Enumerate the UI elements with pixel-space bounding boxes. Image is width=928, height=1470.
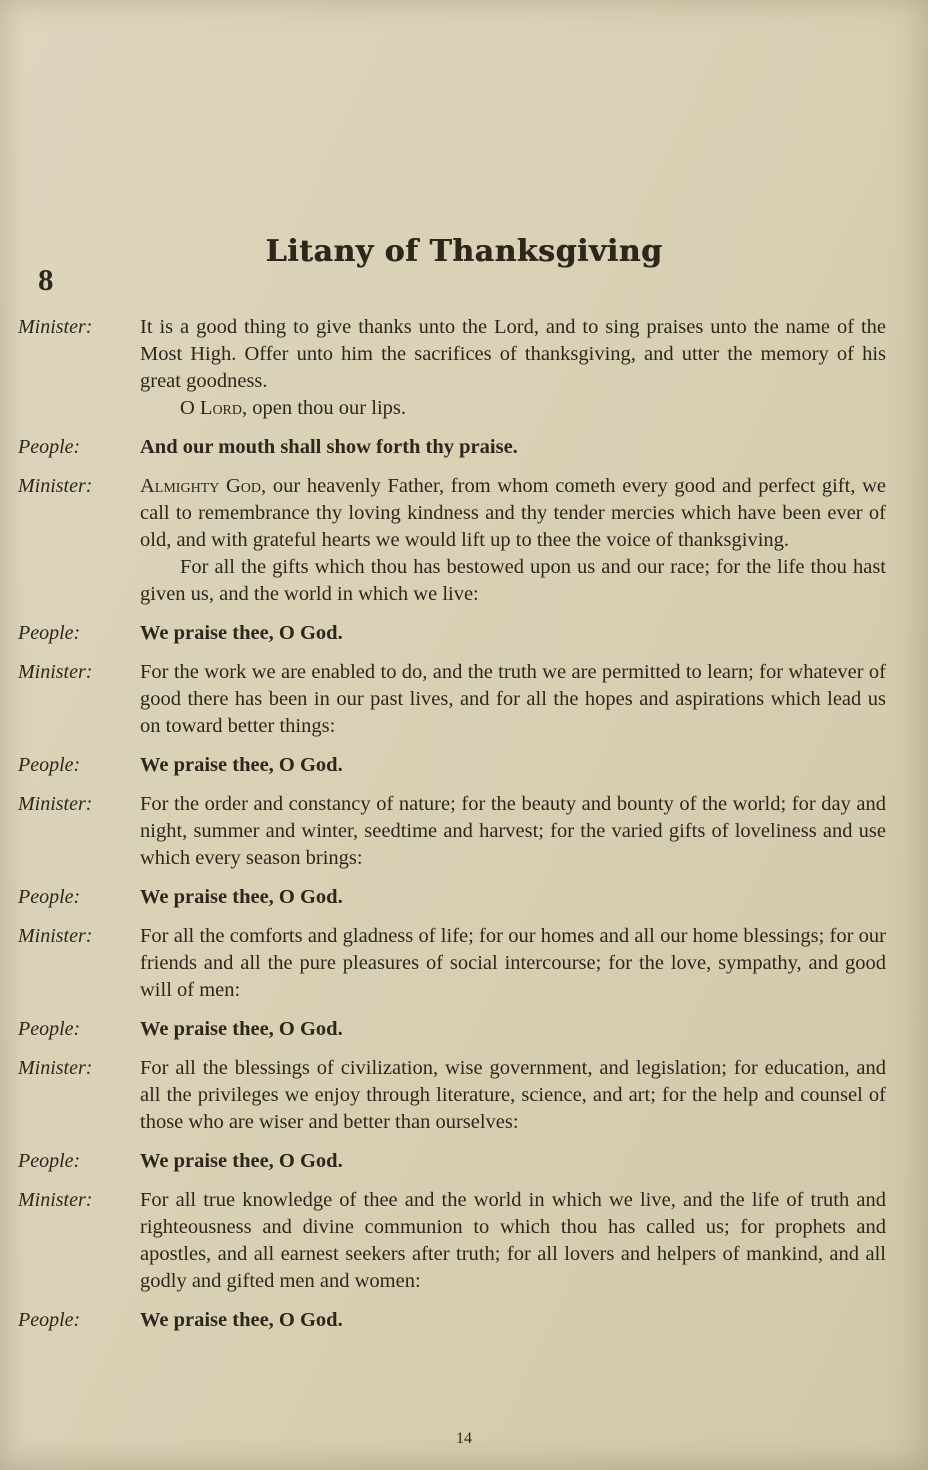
entry-paragraph: For the order and constancy of nature; for the beauty and bounty of the world; for day and night, summer and winter, seedtime and harvest; for the varied gifts of loveliness and use which every season brings:	[140, 793, 886, 869]
entry-paragraph: We praise thee, O God.	[140, 1018, 343, 1040]
speaker-label: People:	[18, 622, 81, 644]
page-title: Litany of Thanksgiving	[265, 234, 663, 269]
speaker-label: Minister:	[18, 1189, 93, 1211]
entry-paragraph: We praise thee, O God.	[140, 754, 343, 776]
litany-entry	[18, 923, 886, 1004]
speaker-label: Minister:	[18, 316, 93, 338]
litany-entry	[18, 791, 886, 872]
entry-paragraph: For all the comforts and gladness of life; for our homes and all our home blessings; for our friends and all the pure pleasures of social intercourse; for the love, sympathy, and good will of men:	[140, 925, 886, 1001]
entry-text	[140, 1307, 886, 1334]
entry-paragraph: Almighty God, our heavenly Father, from whom cometh every good and perfect gift, we call to remembrance thy loving kindness and thy tender mercies which have been ever of old, and with grateful hearts we would lift up to thee the voice of thanksgiving.	[140, 475, 887, 551]
speaker-label: People:	[18, 1018, 81, 1040]
speaker-label: People:	[18, 1150, 81, 1172]
speaker-label: Minister:	[18, 475, 93, 497]
entry-paragraph: We praise thee, O God.	[140, 1150, 343, 1172]
entry-text	[140, 923, 886, 1004]
speaker-label: Minister:	[18, 661, 93, 683]
speaker-label: Minister:	[18, 793, 93, 815]
litany-entry	[18, 1307, 886, 1334]
entry-text	[140, 1187, 886, 1295]
entry-text	[140, 1148, 886, 1175]
litany-entries	[18, 314, 886, 1346]
entry-paragraph: It is a good thing to give thanks unto the Lord, and to sing praises unto the name of the Most High. Offer unto him the sacrifices of thanksgiving, and utter the memory of his great goodness.	[140, 316, 886, 392]
entry-text	[140, 659, 886, 740]
litany-entry	[18, 314, 886, 422]
litany-entry	[18, 659, 886, 740]
section-number: 8	[38, 262, 54, 297]
entry-paragraph: For all the gifts which thou has bestowed upon us and our race; for the life thou hast given us, and the world in which we live:	[140, 556, 886, 605]
litany-entry	[18, 1055, 886, 1136]
speaker-label: People:	[18, 1309, 81, 1331]
entry-text	[140, 1016, 886, 1043]
litany-entry	[18, 473, 886, 608]
entry-text	[140, 752, 886, 779]
entry-text	[140, 1055, 886, 1136]
entry-text	[140, 791, 886, 872]
litany-entry	[18, 434, 886, 461]
entry-text	[140, 884, 886, 911]
speaker-label: People:	[18, 886, 81, 908]
entry-text	[140, 620, 886, 647]
entry-text	[140, 314, 886, 422]
entry-paragraph: And our mouth shall show forth thy praise.	[140, 436, 518, 458]
speaker-label: People:	[18, 754, 81, 776]
litany-entry	[18, 752, 886, 779]
entry-text	[140, 434, 886, 461]
litany-entry	[18, 1016, 886, 1043]
entry-paragraph: For all true knowledge of thee and the world in which we live, and the life of truth and righteousness and divine communion to which thou has called us; for prophets and apostles, and all earnest seekers after truth; for all lovers and helpers of mankind, and all godly and gifted men and women:	[140, 1189, 886, 1292]
entry-paragraph: O Lord, open thou our lips.	[180, 397, 407, 419]
speaker-label: People:	[18, 436, 81, 458]
speaker-label: Minister:	[18, 925, 93, 947]
entry-paragraph: We praise thee, O God.	[140, 1309, 343, 1331]
litany-entry	[18, 884, 886, 911]
litany-entry	[18, 1148, 886, 1175]
entry-paragraph: For the work we are enabled to do, and the truth we are permitted to learn; for whatever of good there has been in our past lives, and for all the hopes and aspirations which lead us on toward better things:	[140, 661, 886, 737]
litany-entry	[18, 1187, 886, 1295]
speaker-label: Minister:	[18, 1057, 93, 1079]
footer-page-number: 14	[456, 1430, 472, 1447]
entry-paragraph: We praise thee, O God.	[140, 622, 343, 644]
entry-paragraph: We praise thee, O God.	[140, 886, 343, 908]
litany-entry	[18, 620, 886, 647]
entry-text	[140, 473, 886, 608]
entry-paragraph: For all the blessings of civilization, wise government, and legislation; for education, and all the privileges we enjoy through literature, science, and art; for the help and counsel of those who are wiser and better than ourselves:	[140, 1057, 886, 1133]
